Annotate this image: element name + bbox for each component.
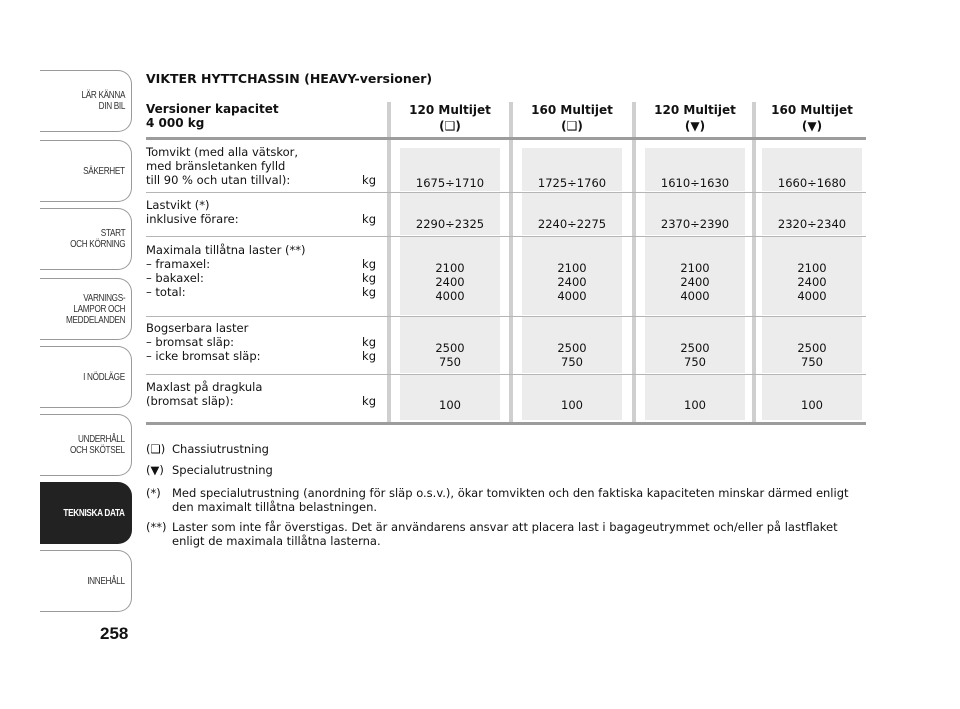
column-header-name: 160 Multijet xyxy=(771,103,853,117)
sidebar-tab[interactable] xyxy=(40,550,132,612)
column-header-name: 120 Multijet xyxy=(654,103,736,117)
footnote-key: (*) xyxy=(146,486,161,500)
column-header xyxy=(640,102,750,134)
page-number: 258 xyxy=(100,624,129,643)
row-label: till 90 % och utan tillval): xyxy=(146,173,291,187)
column-header xyxy=(517,102,627,134)
sidebar-tab-label-line: DIN BIL xyxy=(98,101,125,112)
value-cell: 4000 xyxy=(797,289,827,303)
sidebar-tab-label-line: SÄKERHET xyxy=(83,165,125,177)
sidebar-tab[interactable] xyxy=(40,414,132,476)
row-label: Lastvikt (*) xyxy=(146,198,210,212)
footnote-text: Laster som inte får överstigas. Det är användarens ansvar att placera last i bagageutrymmet och/eller på lastflaket enligt de maximala tillåtna lasterna. xyxy=(172,520,838,548)
section-title: VIKTER HYTTCHASSIN (HEAVY-versioner) xyxy=(146,71,433,86)
value-cell: 2400 xyxy=(680,275,710,289)
sidebar-tab-label-line: TEKNISKA DATA xyxy=(63,507,125,519)
sidebar-tab[interactable] xyxy=(40,482,132,544)
value-cell: 2400 xyxy=(557,275,587,289)
row-label: Bogserbara laster xyxy=(146,321,249,335)
sidebar-tab[interactable] xyxy=(40,140,132,202)
footnote-key: (▼) xyxy=(146,463,164,477)
footnote-text: Specialutrustning xyxy=(172,463,273,477)
value-cell: 750 xyxy=(439,355,461,369)
sidebar-tab-label xyxy=(83,347,125,407)
table-bottom-rule xyxy=(146,422,866,425)
column-header-mark: (❑) xyxy=(561,119,583,133)
column-header xyxy=(757,102,867,134)
value-cell: 2370÷2390 xyxy=(660,217,730,231)
sidebar-tab-label xyxy=(64,483,125,543)
column-header xyxy=(395,102,505,134)
sidebar-tab-label-line: OCH KÖRNING xyxy=(69,239,125,250)
sidebar-tab-label-line: VARNINGS- xyxy=(82,292,125,304)
sidebar-tab-label xyxy=(66,279,125,339)
row-separator xyxy=(146,236,866,237)
value-cell: 1610÷1630 xyxy=(660,176,730,190)
value-cell: 2100 xyxy=(797,261,827,275)
column-header-mark: (▼) xyxy=(684,119,706,133)
footnote xyxy=(146,463,273,478)
value-cell: 4000 xyxy=(435,289,465,303)
sidebar-tab-label-line: I NÖDLÄGE xyxy=(83,371,125,383)
row-unit: kg xyxy=(362,173,376,187)
row-label: – total: xyxy=(146,285,186,299)
value-cell: 4000 xyxy=(557,289,587,303)
row-label: inklusive förare: xyxy=(146,212,239,226)
row-label: Maxlast på dragkula xyxy=(146,380,263,394)
value-cell: 2100 xyxy=(557,261,587,275)
row-label: med bränsletanken fylld xyxy=(146,159,286,173)
column-header-mark: (❑) xyxy=(439,119,461,133)
sidebar-tab[interactable] xyxy=(40,278,132,340)
row-label: – icke bromsat släp: xyxy=(146,349,261,363)
header-rule xyxy=(146,137,866,140)
footnote xyxy=(146,442,269,457)
row-unit: kg xyxy=(362,349,376,363)
row-separator xyxy=(146,316,866,317)
value-cell: 2100 xyxy=(680,261,710,275)
sidebar-tab-label xyxy=(88,551,125,611)
sidebar-tab-label xyxy=(81,71,125,131)
sidebar-tab-label-line: OCH SKÖTSEL xyxy=(70,445,125,456)
row-label: Tomvikt (med alla vätskor, xyxy=(146,145,299,159)
column-header-mark: (▼) xyxy=(801,119,823,133)
footnote-key: (**) xyxy=(146,520,167,534)
sidebar-tab-label-line: MEDDELANDEN xyxy=(65,314,125,326)
row-label: (bromsat släp): xyxy=(146,394,234,408)
value-cell: 100 xyxy=(684,398,706,412)
value-cell: 2500 xyxy=(435,341,465,355)
row-unit: kg xyxy=(362,212,376,226)
footnote xyxy=(146,520,838,548)
value-cell: 1660÷1680 xyxy=(777,176,847,190)
sidebar-tab-label-line: LÄR KÄNNA xyxy=(81,90,125,101)
value-cell: 2400 xyxy=(797,275,827,289)
row-label: – bromsat släp: xyxy=(146,335,235,349)
value-cell: 2320÷2340 xyxy=(777,217,847,231)
versions-header-line: Versioner kapacitet xyxy=(146,102,279,116)
sidebar-tab-label xyxy=(70,209,125,269)
value-cell: 4000 xyxy=(680,289,710,303)
row-unit: kg xyxy=(362,394,376,408)
value-cell: 2240÷2275 xyxy=(537,217,607,231)
footnote-key: (❑) xyxy=(146,442,166,456)
sidebar-tab-label-line: LAMPOR OCH xyxy=(73,303,125,315)
sidebar-tab-label-line: START xyxy=(100,228,125,239)
value-cell: 2400 xyxy=(435,275,465,289)
sidebar-tab[interactable] xyxy=(40,208,132,270)
versions-header-line: 4 000 kg xyxy=(146,116,205,130)
row-separator xyxy=(146,192,866,193)
row-label: Maximala tillåtna laster (**) xyxy=(146,243,306,257)
value-cell: 750 xyxy=(684,355,706,369)
sidebar-tab-label-line: INNEHÅLL xyxy=(87,575,125,587)
value-cell: 2500 xyxy=(557,341,587,355)
value-cell: 2100 xyxy=(435,261,465,275)
footnote-text: Med specialutrustning (anordning för släp o.s.v.), ökar tomvikten och den faktiska kapaciteten minskar därmed enligt den maximalt tillåtna belastningen. xyxy=(172,486,849,514)
versions-header xyxy=(146,102,279,130)
row-unit: kg xyxy=(362,257,376,271)
value-cell: 2290÷2325 xyxy=(415,217,485,231)
sidebar-tab-label-line: UNDERHÅLL xyxy=(78,434,125,445)
value-cell: 1725÷1760 xyxy=(537,176,607,190)
value-cell: 750 xyxy=(561,355,583,369)
value-cell: 2500 xyxy=(680,341,710,355)
sidebar-tab[interactable] xyxy=(40,346,132,408)
value-cell: 2500 xyxy=(797,341,827,355)
sidebar-tab-label xyxy=(70,415,125,475)
value-cell: 750 xyxy=(801,355,823,369)
footnote xyxy=(146,486,849,514)
sidebar-tab[interactable] xyxy=(40,70,132,132)
value-cell: 1675÷1710 xyxy=(415,176,485,190)
footnote-text: Chassiutrustning xyxy=(172,442,269,456)
row-unit: kg xyxy=(362,335,376,349)
row-label: – framaxel: xyxy=(146,257,211,271)
row-label: – bakaxel: xyxy=(146,271,204,285)
column-header-name: 120 Multijet xyxy=(409,103,491,117)
sidebar-tab-label xyxy=(83,141,125,201)
value-cell: 100 xyxy=(801,398,823,412)
value-cell: 100 xyxy=(439,398,461,412)
value-cell: 100 xyxy=(561,398,583,412)
row-unit: kg xyxy=(362,285,376,299)
row-separator xyxy=(146,374,866,375)
row-unit: kg xyxy=(362,271,376,285)
column-header-name: 160 Multijet xyxy=(531,103,613,117)
